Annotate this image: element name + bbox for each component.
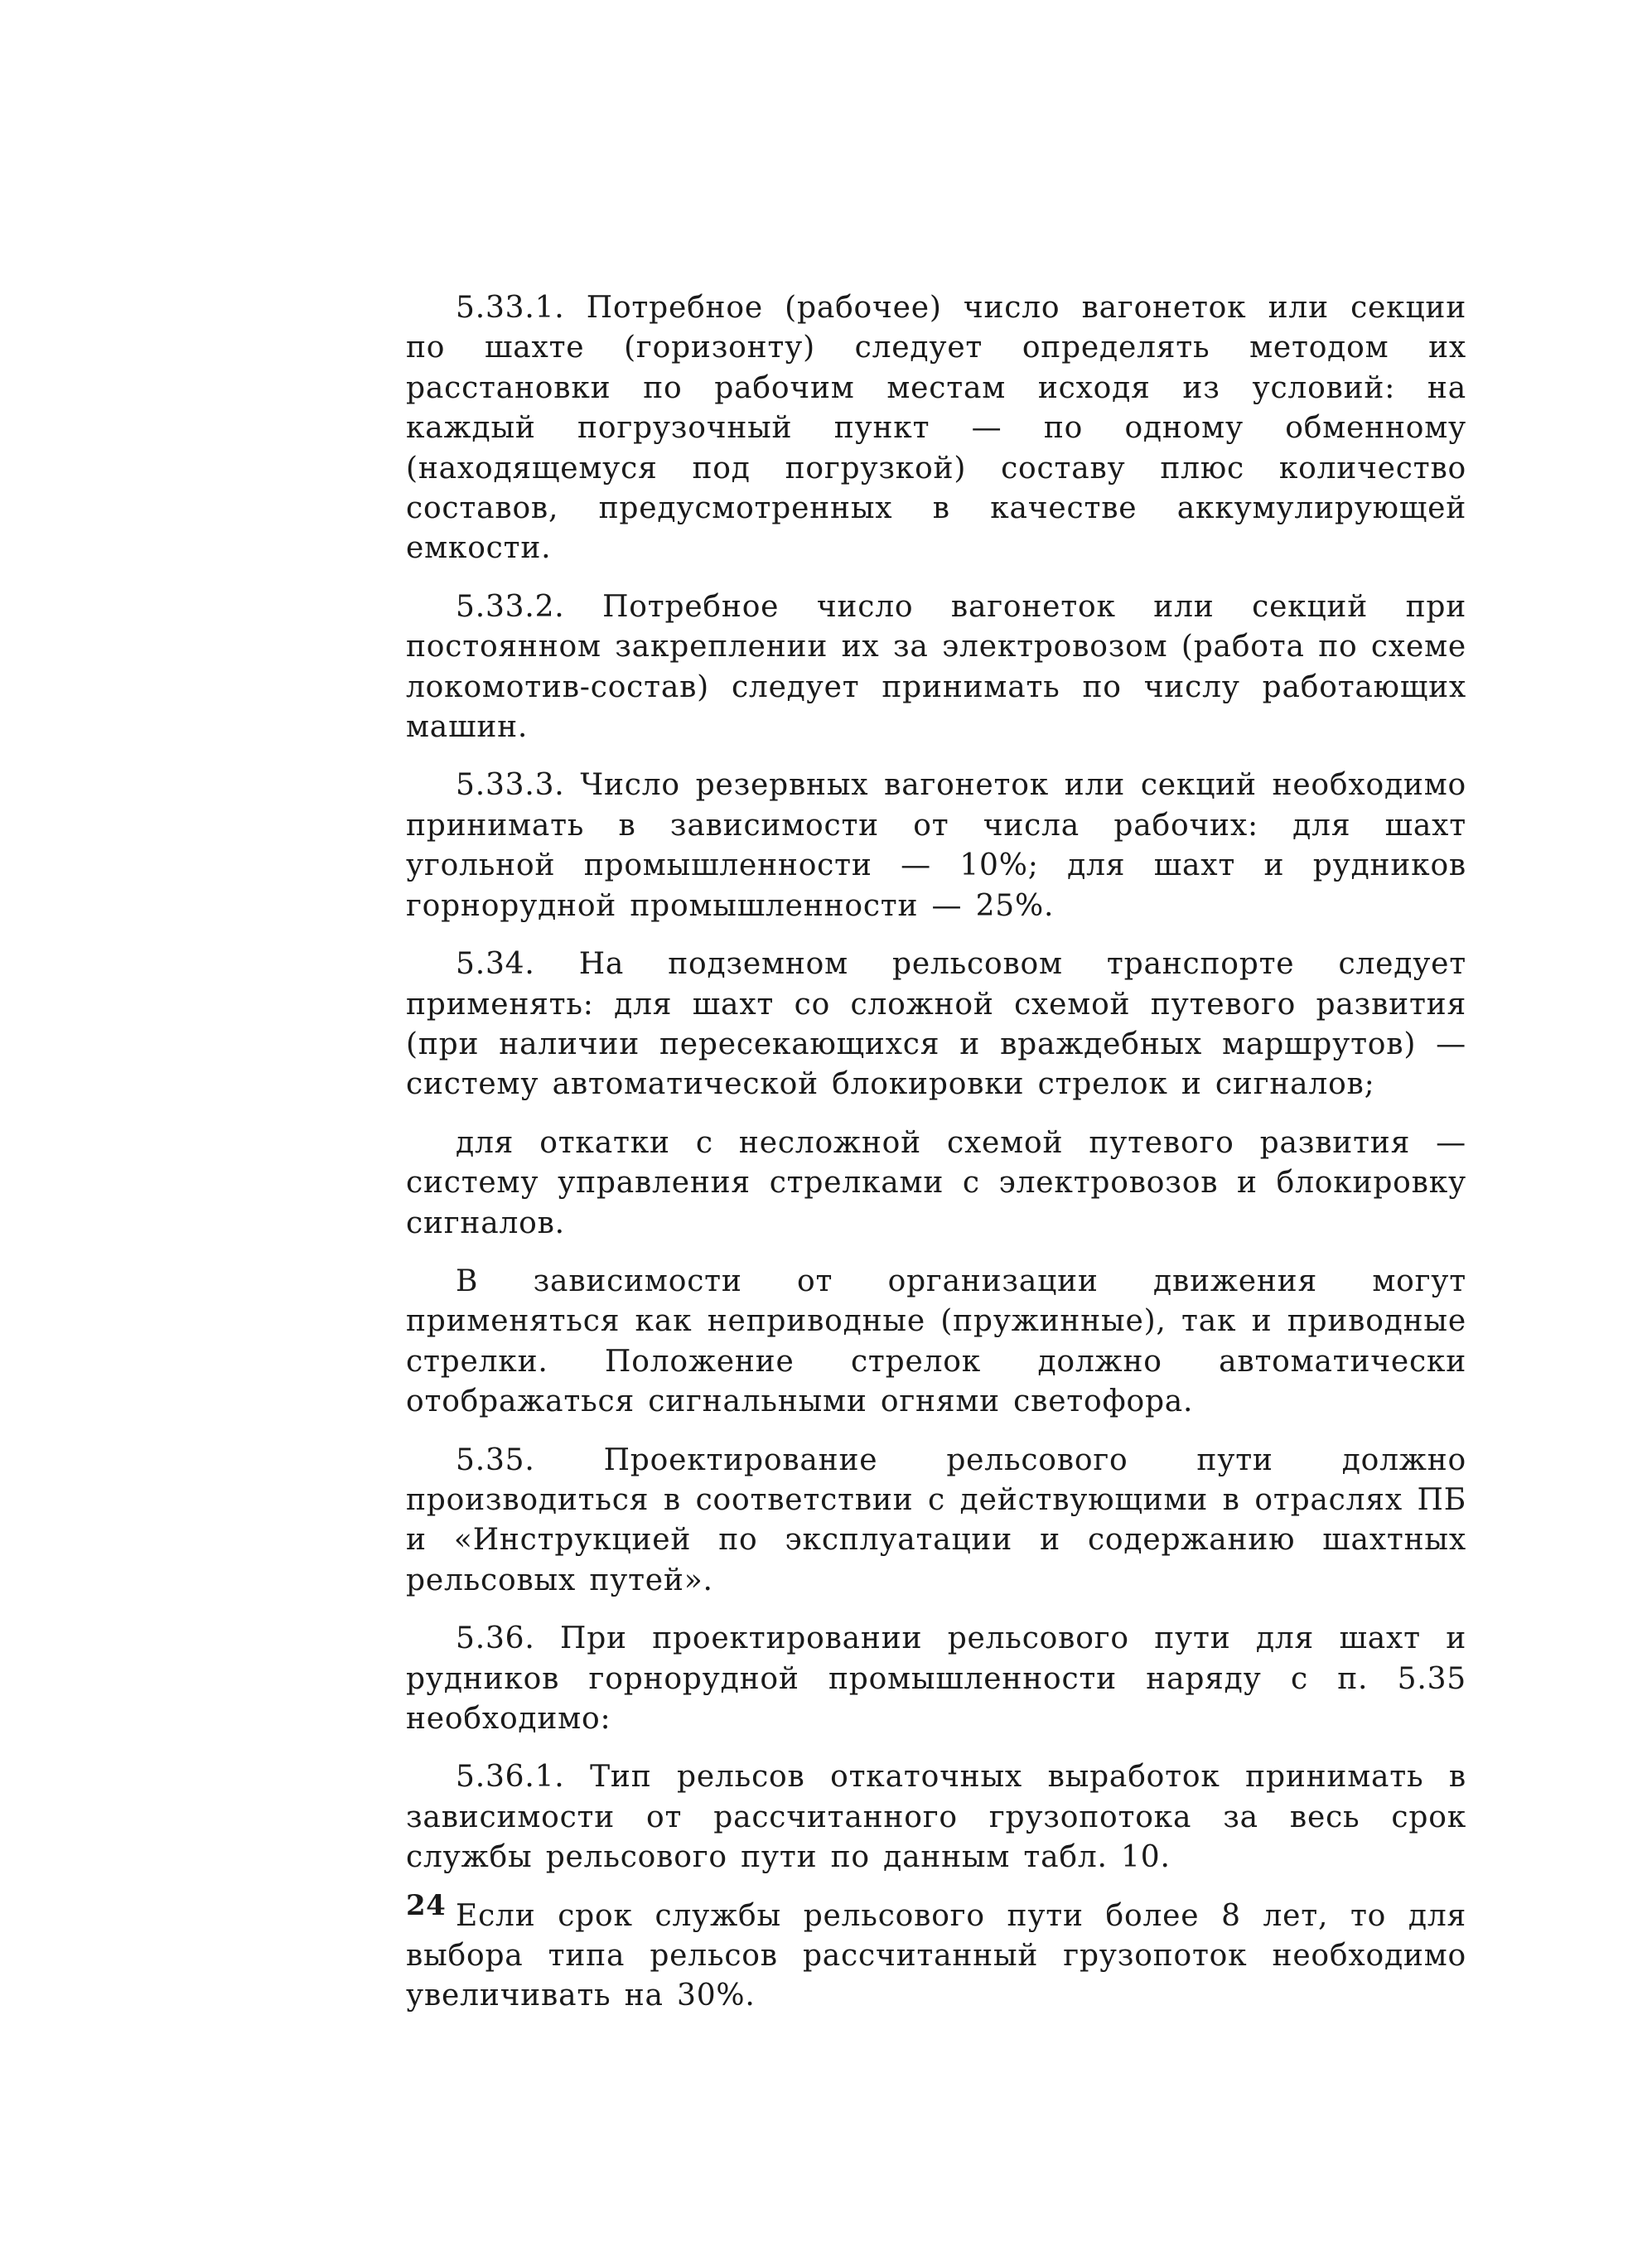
paragraph-service-life: Если срок службы рельсового пути более 8 лет, то для выбора типа рельсов рассчитанный грузопоток необходимо увеличивать на 30%.	[406, 1898, 1466, 2013]
paragraph-5-33-1: 5.33.1. Потребное (рабочее) число вагонеток или секции по шахте (горизонту) следует определять методом их расстановки по рабочим местам исходя из условий: на каждый погрузочный пункт — по одному обменному (находящемуся под погрузкой) составу плюс количество составов, предусмотренных в качестве аккумулирующей емкости.	[406, 291, 1466, 566]
paragraph-5-33-2: 5.33.2. Потребное число вагонеток или секций при постоянном закреплении их за электровозом (работа по схеме локомотив-состав) следует принимать по числу работающих машин.	[406, 589, 1466, 745]
paragraph-5-35: 5.35. Проектирование рельсового пути должно производиться в соответствии с действующими в отраслях ПБ и «Инструкцией по эксплуатации и содержанию шахтных рельсовых путей».	[406, 1442, 1466, 1597]
paragraph-5-36: 5.36. При проектировании рельсового пути для шахт и рудников горнорудной промышленности наряду с п. 5.35 необходимо:	[406, 1621, 1466, 1736]
paragraph-5-33-3: 5.33.3. Число резервных вагонеток или секций необходимо принимать в зависимости от числа рабочих: для шахт угольной промышленности — 10%; для шахт и рудников горнорудной промышленности — 25%.	[406, 768, 1466, 923]
body-text	[406, 288, 1466, 2035]
page-number: 24	[406, 1889, 447, 1922]
paragraph-switch-types: В зависимости от организации движения могут применяться как неприводные (пружинные), так и приводные стрелки. Положение стрелок должно автоматически отображаться сигнальными огнями светофора.	[406, 1264, 1466, 1419]
paragraph-5-34: 5.34. На подземном рельсовом транспорте следует применять: для шахт со сложной схемой путевого развития (при наличии пересекающихся и враждебных маршрутов) — систему автоматической блокировки стрелок и сигналов;	[406, 947, 1466, 1102]
paragraph-5-36-1: 5.36.1. Тип рельсов откаточных выработок принимать в зависимости от рассчитанного грузопотока за весь срок службы рельсового пути по данным табл. 10.	[406, 1760, 1466, 1875]
paragraph-5-34-continuation: для откатки с несложной схемой путевого развития — систему управления стрелками с электровозов и блокировку сигналов.	[406, 1125, 1466, 1240]
